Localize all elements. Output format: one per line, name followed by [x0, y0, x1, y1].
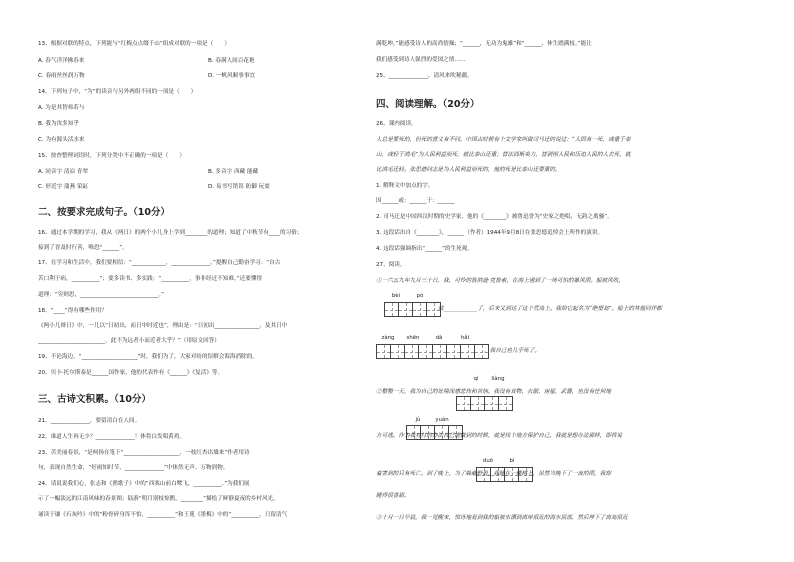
story-line-8: ③十月一日早晨，我一觉醒来，惊讶地看到我的船被水漂到离岸很近的海水顶部，然后停下了离岛很近: [376, 515, 628, 521]
q14-option-b: B. 我为汝多知乎: [38, 121, 79, 127]
q13-option-a: A. 春气洋洋拂春来: [38, 58, 85, 64]
q15-option-a: A. 同音字 清凉 青翠: [38, 169, 88, 175]
pinyin-label: shēn: [406, 335, 420, 341]
q13-option-d: D. 一帆风顺事事宜: [208, 73, 256, 79]
pinyin-label: pò: [416, 293, 424, 299]
pinyin-label: bèi: [391, 293, 401, 299]
pinyin-label: dà: [435, 335, 443, 341]
question-16-line-1: 16、通过本学期的学习，我从《两日》的两个小儿身上学到________的道理；知道了中秋节有____的习俗；: [38, 230, 303, 236]
question-19: 19、不论海边，“____________________”时，我们为了，大家对纷的误解会海海消除的。: [38, 354, 258, 360]
pinyin-label: liàng: [491, 376, 505, 382]
section-4-heading: 四、阅读理解。（20分）: [376, 99, 480, 110]
question-18-line-3: ________________________，此不为远者小而近者大乎？”（用原文回答）: [38, 338, 220, 344]
story-line-1: ①一六五九年九月三十日，我，可怜的鲁滨逊·克鲁索，在海上遇到了一场可怕的暴风雨。船被风吹，: [376, 278, 624, 284]
pinyin-boxes-3[interactable]: [456, 396, 513, 411]
question-21: 21、______________，要留清白在人间。: [38, 418, 141, 424]
question-25: 25、______________，清风来吹秘疆。: [376, 73, 473, 79]
question-26: 26、课内阅读。: [376, 121, 417, 127]
q15-option-b: B. 多音字 西藏 能藏: [208, 169, 259, 175]
q26-sub-4: 4. 这段话强调指出“______”的生死观。: [376, 246, 473, 252]
question-18-line-2: 《两小儿辩日》中，一儿以“日初出，而日中时近也”，理由是：“日初出________________，及其日中: [38, 323, 288, 329]
question-15: 15、按查整理词语时，下列分类中不正确的一项是（ ）: [38, 153, 185, 159]
section-2-heading: 二、按要求完成句子。（10分）: [38, 207, 170, 218]
question-24-line-1: 24、请说说我们心，张志和《渔歌子》中的“西塞山前白鹭飞，__________。”为我们展: [38, 481, 250, 487]
passage-line-3: 比鸿毛还轻。张思德同志是为人民利益而死的，他的死是比泰山还要重的。: [376, 167, 561, 173]
poem-continuation-line-1: 满乾坤。”能感受诗人的高尚情操；“______，无功为鬼雄”和“______，休生踏满枝。”能让: [376, 41, 592, 47]
question-22: 22、谁道人生再无少？______________！休将白发唱黄鸡。: [38, 434, 185, 440]
question-23-line-2: 句，表现自然生命，“好雨知时节，______________”中体然无声、万物润物。: [38, 465, 229, 471]
question-27: 27、阅读。: [376, 262, 406, 268]
question-17-line-3: 道理：“穷则思，____________________________。”: [38, 292, 165, 298]
q26-sub-3: 3. 这段话出自《________》，______（作者）1944年9月8日在张思德追悼会上所作的演讲。: [376, 230, 604, 236]
q13-option-c: C. 春雨丝丝润万物: [38, 73, 85, 79]
q15-option-c: C. 形近字 蒲燕 染缸: [38, 184, 89, 190]
story-line-5: 方可逃。作为我对付的办法自己能做到的时候，就是找个地方保护自己，我就是想办法那样，即将说: [376, 433, 623, 439]
pinyin-label: hǎi: [460, 335, 470, 341]
story-line-3: ，我自己也几乎死了。: [484, 348, 540, 354]
question-17-line-2: 苦口利于病，__________”；要多读书、多实践：“__________，事非经过不知难。”还要懂得: [38, 276, 263, 282]
pinyin-label: zàng: [381, 335, 395, 341]
q26-sub-2: 2. 司马迁是中国西汉时期的史学家，他的《________》被鲁迅誉为“史家之绝唱，无韵之离骚”。: [376, 214, 613, 220]
question-23-line-1: 23、苦美丽春景，“是柯扬在笔下“____________________，一枝红杏出墙来”作者用诗: [38, 450, 250, 456]
pinyin-label: duō: [482, 458, 494, 464]
story-line-4: ②整整一天，我为自己的处境深感悲伤和苦恼。我没有食物，衣服，房屋，武器，也没有任何地: [376, 389, 611, 395]
q14-option-a: A. 为是其智弗若与: [38, 105, 85, 111]
question-14: 14、下列句子中，“为”的读音与另外两组不同的一项是（ ）: [38, 89, 197, 95]
story-line-7: 睡得很香甜。: [376, 493, 410, 499]
question-16-line-2: 接到了晋及时行善，唯恐“______”。: [38, 245, 128, 251]
question-18: 18、“____”得有哪些作用？: [38, 308, 107, 314]
question-17-line-1: 17、在学习和生活中，我们要相信：“____________，______________。”提醒自己勤奋学习：“自古: [38, 260, 281, 266]
q26-sub-1-blanks: 因______或：______于：______: [376, 198, 455, 204]
pinyin-label: jù: [415, 417, 421, 423]
pinyin-label: qì: [473, 376, 479, 382]
pinyin-label: bì: [509, 458, 515, 464]
story-line-6: 着害到的只有死亡。到了晚上，为了躲避野兽，我睡在一棵树上，虽然当晚下了一夜的雨，我却: [376, 471, 611, 477]
q26-sub-1: 1. 解释文中加点的字。: [376, 183, 434, 189]
pinyin-boxes-2[interactable]: [376, 344, 489, 359]
pinyin-boxes-1[interactable]: [384, 302, 441, 317]
passage-line-2: 山，或轻于鸿毛”为人民利益而死，就比泰山还重；替法西斯卖力，替剥削人民和压迫人民的人去死，就: [376, 152, 631, 158]
q14-option-c: C. 为有源头活水来: [38, 137, 85, 143]
question-20: 20、贝卡·托尔斯泰是______国作家，他的代表作有《______》《复活》等。: [38, 370, 224, 376]
question-13: 13、根据对联的特点，下列能与“红梅点点缀千山”组成对联的一项是（ ）: [38, 41, 230, 47]
section-3-heading: 三、古诗文积累。（10分）: [38, 394, 151, 405]
story-line-2: 成____________了，后来又到达了这个荒岛上。我给它起名为“绝望岛”。船上的其他同伴都: [438, 306, 662, 312]
pinyin-label: yuán: [435, 417, 449, 423]
q15-option-d: D. 易书写错误 防御 玩耍: [208, 184, 270, 190]
question-24-line-2: 示了一幅淡远的江南风味的春景图；陆游“明月别枝惊鹊，________”描绘了鲜静夏夜的乡村风光，: [38, 496, 279, 502]
q13-option-b: B. 春满人间百花艳: [208, 58, 255, 64]
question-24-line-3: 诵读于谦《石灰吟》中的“粉骨碎身浑不怕，__________”和王冕《墨梅》中的“__________，只留清气: [38, 512, 288, 518]
passage-line-1: 人总是要死的，但死的意义有不同。中国古时候有个文学家叫做司马迁的说过：“人固有一死，或重于泰: [376, 137, 631, 143]
poem-continuation-line-2: 我们感受到诗人强烈的爱国之情……: [376, 57, 466, 63]
